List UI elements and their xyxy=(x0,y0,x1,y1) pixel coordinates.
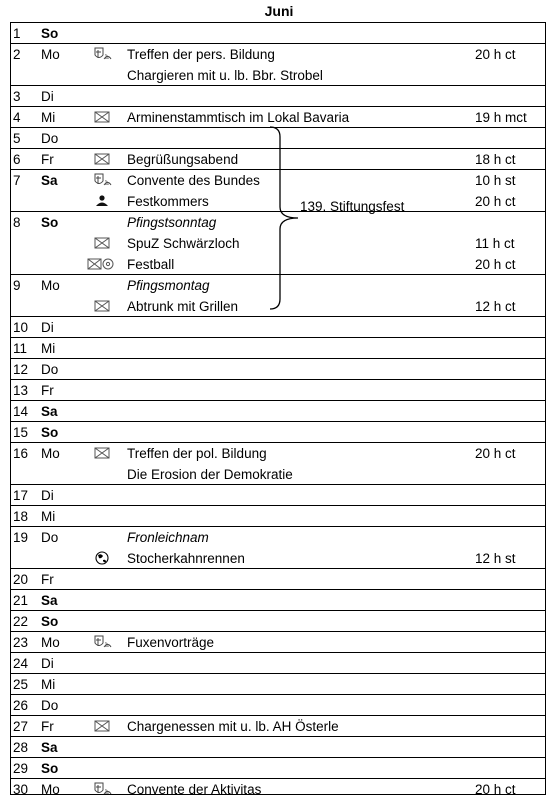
entry-line xyxy=(11,758,545,779)
day-row xyxy=(11,86,545,107)
entry-line xyxy=(11,317,545,338)
day-row xyxy=(11,338,545,359)
weekday: Sa xyxy=(41,740,58,755)
event-text: Chargieren mit u. lb. Bbr. Strobel xyxy=(127,68,323,83)
weekday: Do xyxy=(41,698,59,713)
day-number: 29 xyxy=(13,761,29,776)
entry-line xyxy=(11,695,545,716)
entry-line xyxy=(11,485,545,506)
event-text: Begrüßungsabend xyxy=(127,152,239,167)
person-bust-icon xyxy=(77,191,127,212)
day-row xyxy=(11,590,545,611)
bracket-brace xyxy=(268,125,302,311)
day-number: 28 xyxy=(13,740,29,755)
event-time: 20 h ct xyxy=(475,446,516,461)
day-row xyxy=(11,632,545,653)
entry-line xyxy=(11,506,545,527)
coat-of-arms-icon xyxy=(77,44,127,65)
coat-of-arms-icon xyxy=(77,632,127,653)
entry-line xyxy=(11,86,545,107)
day-row xyxy=(11,653,545,674)
envelope-icon xyxy=(77,443,127,464)
day-row xyxy=(11,443,545,485)
weekday: So xyxy=(41,425,59,440)
event-time: 10 h st xyxy=(475,173,516,188)
weekday: So xyxy=(41,26,59,41)
svg-text:h: h xyxy=(105,54,109,61)
day-number: 14 xyxy=(13,404,29,419)
weekday: Di xyxy=(41,488,54,503)
day-number: 18 xyxy=(13,509,29,524)
day-row xyxy=(11,380,545,401)
event-text: Fuxenvorträge xyxy=(127,635,215,650)
weekday: Sa xyxy=(41,173,58,188)
event-text: Festball xyxy=(127,257,175,272)
entry-line xyxy=(11,548,545,569)
svg-text:h: h xyxy=(105,642,109,649)
weekday: Mi xyxy=(41,677,56,692)
day-row xyxy=(11,506,545,527)
event-text: Die Erosion der Demokratie xyxy=(127,467,293,482)
event-text: Abtrunk mit Grillen xyxy=(127,299,239,314)
entry-line xyxy=(11,23,545,44)
day-number: 30 xyxy=(13,782,29,797)
svg-text:h: h xyxy=(105,180,109,187)
globe-icon xyxy=(77,548,127,569)
entry-line xyxy=(11,653,545,674)
weekday: Do xyxy=(41,530,59,545)
day-row xyxy=(11,695,545,716)
weekday: Di xyxy=(41,89,54,104)
weekday: Do xyxy=(41,362,59,377)
weekday: Fr xyxy=(41,383,54,398)
event-time: 12 h ct xyxy=(475,299,516,314)
event-text: Fronleichnam xyxy=(127,530,209,545)
weekday: Fr xyxy=(41,719,54,734)
day-row xyxy=(11,317,545,338)
day-number: 19 xyxy=(13,530,29,545)
envelope-icon xyxy=(77,233,127,254)
day-number: 23 xyxy=(13,635,29,650)
bracket-label: 139. Stiftungsfest xyxy=(300,199,405,214)
event-text: Convente des Bundes xyxy=(127,173,260,188)
weekday: So xyxy=(41,761,59,776)
entry-line xyxy=(11,401,545,422)
envelope-icon xyxy=(77,107,127,128)
event-text: Pfingsmontag xyxy=(127,278,210,293)
weekday: Do xyxy=(41,131,59,146)
day-number: 10 xyxy=(13,320,29,335)
envelope-rosette-icon xyxy=(77,254,127,275)
day-number: 25 xyxy=(13,677,29,692)
day-row xyxy=(11,674,545,695)
event-text: Convente der Aktivitas xyxy=(127,782,262,797)
day-number: 3 xyxy=(13,89,21,104)
day-number: 17 xyxy=(13,488,29,503)
month-title: Juni xyxy=(264,3,294,19)
weekday: Mi xyxy=(41,341,56,356)
weekday: Mo xyxy=(41,635,60,650)
day-row xyxy=(11,779,545,800)
day-number: 16 xyxy=(13,446,29,461)
envelope-icon xyxy=(77,296,127,317)
entry-line xyxy=(11,380,545,401)
entry-line xyxy=(11,590,545,611)
weekday: Mi xyxy=(41,509,56,524)
day-number: 20 xyxy=(13,572,29,587)
event-time: 20 h ct xyxy=(475,257,516,272)
entry-line xyxy=(11,422,545,443)
weekday: So xyxy=(41,215,59,230)
day-row xyxy=(11,716,545,737)
entry-line xyxy=(11,737,545,758)
weekday: Fr xyxy=(41,572,54,587)
day-row xyxy=(11,569,545,590)
weekday: Mi xyxy=(41,110,56,125)
day-number: 24 xyxy=(13,656,29,671)
day-row xyxy=(11,758,545,779)
event-time: 20 h ct xyxy=(475,782,516,797)
svg-text:h: h xyxy=(105,789,109,796)
event-text: Festkommers xyxy=(127,194,209,209)
day-number: 13 xyxy=(13,383,29,398)
day-number: 21 xyxy=(13,593,29,608)
entry-line xyxy=(11,338,545,359)
entry-line xyxy=(11,716,545,737)
event-time: 12 h st xyxy=(475,551,516,566)
day-number: 27 xyxy=(13,719,29,734)
day-row xyxy=(11,527,545,569)
day-row xyxy=(11,611,545,632)
entry-line xyxy=(11,464,545,485)
day-number: 22 xyxy=(13,614,29,629)
day-number: 26 xyxy=(13,698,29,713)
day-row xyxy=(11,485,545,506)
entry-line xyxy=(11,611,545,632)
event-text: SpuZ Schwärzloch xyxy=(127,236,240,251)
event-time: 19 h mct xyxy=(475,110,527,125)
coat-of-arms-icon xyxy=(77,779,127,800)
day-number: 9 xyxy=(13,278,21,293)
event-text: Arminenstammtisch im Lokal Bavaria xyxy=(127,110,350,125)
entry-line xyxy=(11,527,545,548)
entry-line xyxy=(11,674,545,695)
entry-line xyxy=(11,359,545,380)
day-row xyxy=(11,44,545,86)
entry-line xyxy=(11,44,545,65)
day-number: 8 xyxy=(13,215,21,230)
weekday: Di xyxy=(41,656,54,671)
envelope-icon xyxy=(77,716,127,737)
event-time: 11 h ct xyxy=(475,236,515,251)
weekday: Sa xyxy=(41,404,58,419)
day-number: 12 xyxy=(13,362,29,377)
day-number: 2 xyxy=(13,47,21,62)
day-number: 15 xyxy=(13,425,29,440)
day-row xyxy=(11,422,545,443)
day-number: 7 xyxy=(13,173,21,188)
event-text: Chargenessen mit u. lb. AH Österle xyxy=(127,719,339,734)
event-text: Treffen der pers. Bildung xyxy=(127,47,275,62)
entry-line xyxy=(11,443,545,464)
day-number: 1 xyxy=(13,26,21,41)
day-number: 5 xyxy=(13,131,21,146)
weekday: Di xyxy=(41,320,54,335)
event-text: Pfingstsonntag xyxy=(127,215,217,230)
entry-line xyxy=(11,632,545,653)
day-number: 4 xyxy=(13,110,21,125)
event-time: 20 h ct xyxy=(475,47,516,62)
weekday: Mo xyxy=(41,446,60,461)
event-time: 20 h ct xyxy=(475,194,516,209)
event-text: Treffen der pol. Bildung xyxy=(127,446,267,461)
weekday: Fr xyxy=(41,152,54,167)
weekday: Mo xyxy=(41,47,60,62)
day-row xyxy=(11,359,545,380)
day-number: 11 xyxy=(13,341,28,356)
coat-of-arms-icon xyxy=(77,170,127,191)
day-row xyxy=(11,401,545,422)
day-row xyxy=(11,737,545,758)
envelope-icon xyxy=(77,149,127,170)
weekday: Mo xyxy=(41,782,60,797)
weekday: So xyxy=(41,614,59,629)
event-text: Stocherkahnrennen xyxy=(127,551,245,566)
event-time: 18 h ct xyxy=(475,152,516,167)
day-number: 6 xyxy=(13,152,21,167)
weekday: Mo xyxy=(41,278,60,293)
day-row xyxy=(11,23,545,44)
entry-line xyxy=(11,65,545,86)
weekday: Sa xyxy=(41,593,58,608)
entry-line xyxy=(11,569,545,590)
entry-line xyxy=(11,779,545,800)
